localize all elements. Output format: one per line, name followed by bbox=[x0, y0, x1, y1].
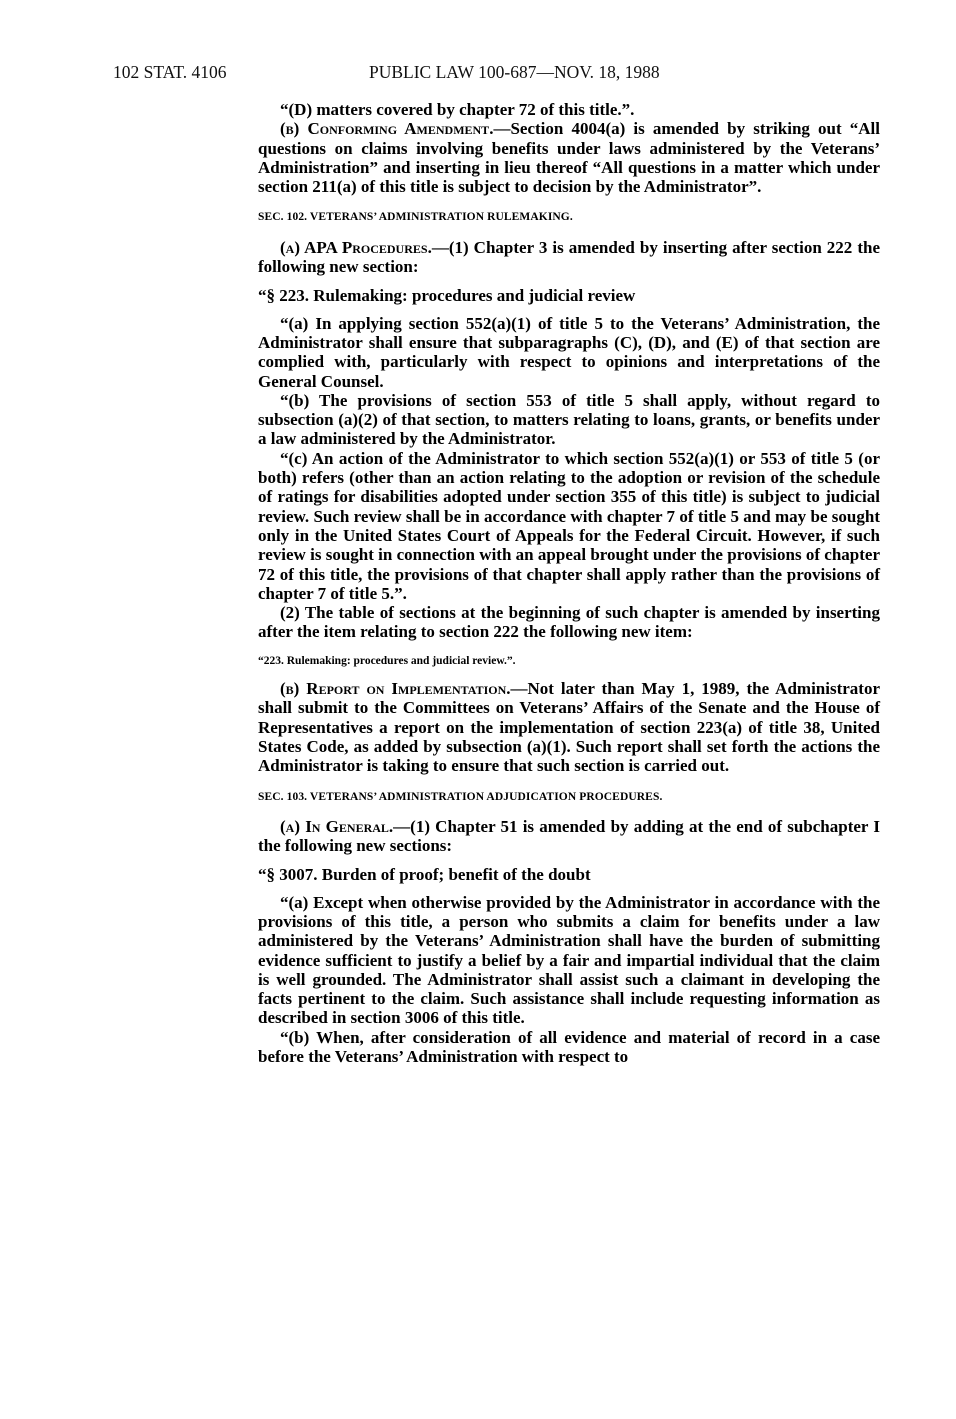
public-law-citation: PUBLIC LAW 100-687—NOV. 18, 1988 bbox=[369, 62, 660, 82]
paragraph-223-b: “(b) The provisions of section 553 of title 5 shall apply, without regard to subsection (a)(2) of that section, to matters relating to loans, grants, or benefits under a law administered by the Administrator. bbox=[258, 390, 880, 449]
document-body bbox=[258, 100, 880, 1066]
table-item-223: “223. Rulemaking: procedures and judicial review.”. bbox=[258, 654, 516, 667]
page-header bbox=[113, 62, 773, 86]
paragraph-label: (a) In General. bbox=[280, 816, 394, 836]
paragraph-text: —(1) Chapter 51 is amended by adding at the end of subchapter I the following new sections: bbox=[258, 816, 880, 856]
paragraph-text: —Section 4004(a) is amended by striking out “All questions on claims involving benefits under laws administered by the Veterans’ Administration” and inserting in lieu thereof “All questions in a matter which under section 211(a) of this title is subject to decision by the Administrator”. bbox=[258, 119, 880, 197]
paragraph-label: (a) APA Procedures. bbox=[280, 237, 432, 257]
paragraph-in-general bbox=[258, 817, 880, 856]
section-title-223: “§ 223. Rulemaking: procedures and judicial review bbox=[258, 286, 636, 306]
paragraph-apa-procedures bbox=[258, 238, 880, 277]
paragraph-223-a: “(a) In applying section 552(a)(1) of title 5 to the Veterans’ Administration, the Administrator shall ensure that subparagraphs (C), (D), and (E) of that section are complied with, particularly with respect to opinions and interpretations of the General Counsel. bbox=[258, 313, 880, 391]
paragraph-text: —Not later than May 1, 1989, the Administrator shall submit to the Committees on Veterans’ Affairs of the Senate and the House of Representatives a report on the implementation of section 223(a) of title 38, United States Code, as added by subsection (a)(1). Such report shall set forth the actions the Administrator is taking to ensure that such section is carried out. bbox=[258, 679, 880, 776]
section-title-3007: “§ 3007. Burden of proof; benefit of the doubt bbox=[258, 865, 591, 885]
paragraph-report-on-implementation bbox=[258, 679, 880, 775]
paragraph-table-of-sections: (2) The table of sections at the beginning of such chapter is amended by inserting after the item relating to section 222 the following new item: bbox=[258, 603, 880, 642]
statute-page-number: 102 STAT. 4106 bbox=[113, 62, 227, 82]
paragraph-3007-b: “(b) When, after consideration of all evidence and material of record in a case before the Veterans’ Administration with respect to bbox=[258, 1027, 880, 1067]
section-heading-103: SEC. 103. VETERANS’ ADMINISTRATION ADJUDICATION PROCEDURES. bbox=[258, 790, 663, 803]
paragraph-text: —(1) Chapter 3 is amended by inserting after section 222 the following new section: bbox=[258, 237, 880, 277]
paragraph-3007-a: “(a) Except when otherwise provided by the Administrator in accordance with the provisions of this title, a person who submits a claim for benefits under a law administered by the Veterans’ Administration shall have the burden of submitting evidence sufficient to justify a belief by a fair and impartial individual that the claim is well grounded. The Administrator shall assist such a claimant in developing the facts pertinent to the claim. Such assistance shall include requesting information as described in section 3006 of this title. bbox=[258, 892, 880, 1028]
paragraph-conforming-amendment bbox=[258, 119, 880, 196]
paragraph-label: (b) Conforming Amendment. bbox=[280, 119, 494, 139]
section-heading-102: SEC. 102. VETERANS’ ADMINISTRATION RULEMAKING. bbox=[258, 211, 573, 224]
paragraph-label: (b) Report on Implementation. bbox=[280, 679, 511, 699]
paragraph-d-matters: “(D) matters covered by chapter 72 of this title.”. bbox=[280, 100, 635, 119]
paragraph-223-c: “(c) An action of the Administrator to which section 552(a)(1) or 553 of title 5 (or both) refers (other than an action relating to the adoption or revision of the schedule of ratings for disabilities adopted under section 355 of this title) is subject to judicial review. Such review shall be in accordance with chapter 7 of title 5 and may be sought only in the United States Court of Appeals for the Federal Circuit. However, if such review is sought in connection with an appeal brought under the provisions of chapter 72 of this title, the provisions of that chapter shall apply rather than the provisions of chapter 7 of title 5.”. bbox=[258, 448, 880, 603]
